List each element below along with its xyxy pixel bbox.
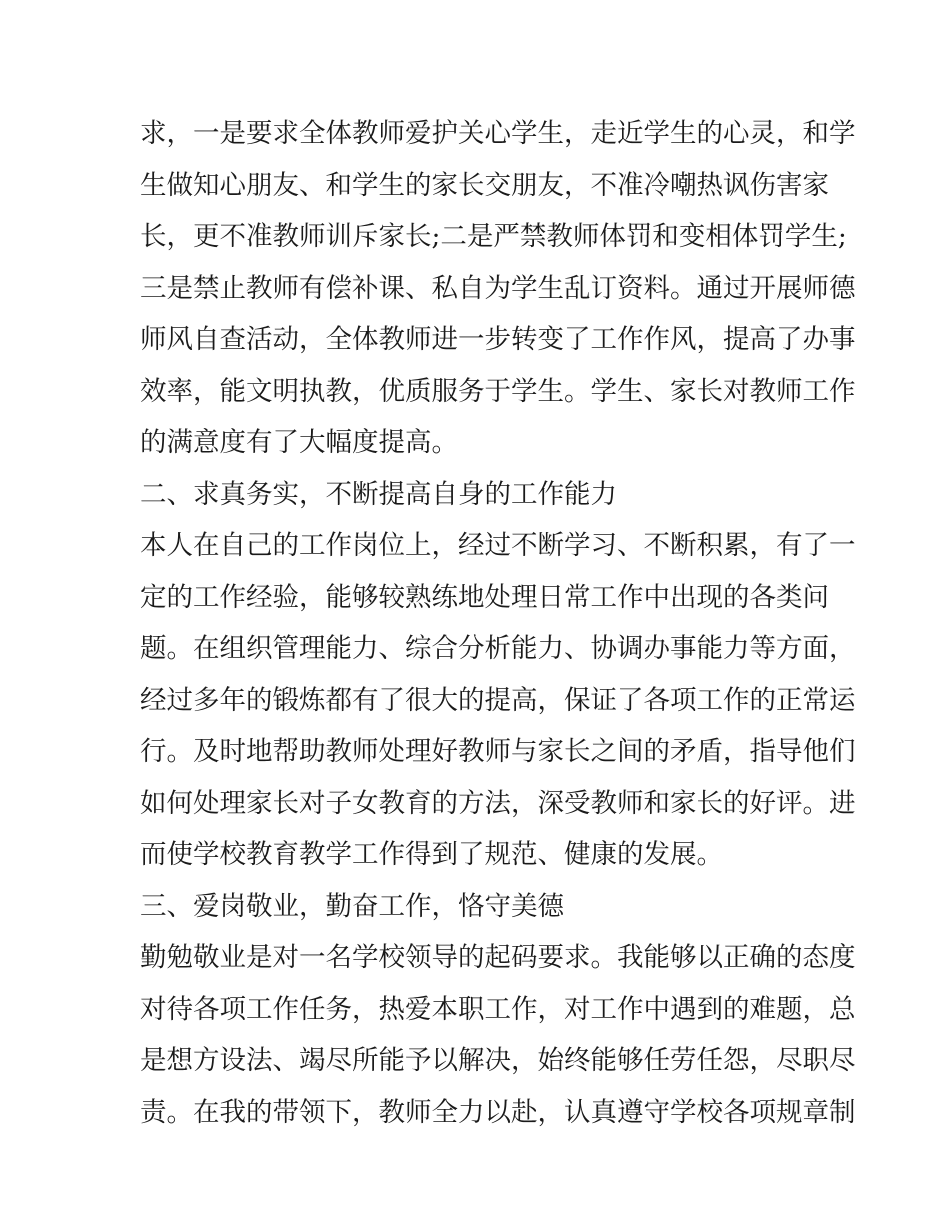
section-heading-3: 三、爱岗敬业，勤奋工作，恪守美德 <box>140 890 564 922</box>
text-line: 效率，能文明执教，优质服务于学生。学生、家长对教师工作 <box>140 375 856 407</box>
text-line: 勤勉敬业是对一名学校领导的起码要求。我能够以正确的态度 <box>140 942 856 973</box>
body-text <box>140 108 856 1138</box>
text-line: 的满意度有了大幅度提高。 <box>140 427 458 458</box>
text-line: 本人在自己的工作岗位上，经过不断学习、不断积累，有了一 <box>140 530 856 561</box>
text-line: 是想方设法、竭尽所能予以解决，始终能够任劳任怨，尽职尽 <box>140 1045 856 1076</box>
text-line: 三是禁止教师有偿补课、私自为学生乱订资料。通过开展师德 <box>140 272 856 304</box>
text-line: 师风自查活动，全体教师进一步转变了工作作风，提高了办事 <box>140 324 856 355</box>
text-line: 生做知心朋友、和学生的家长交朋友，不准冷嘲热讽伤害家 <box>140 169 829 201</box>
text-line: 经过多年的锻炼都有了很大的提高，保证了各项工作的正常运 <box>140 684 856 716</box>
text-line: 而使学校教育教学工作得到了规范、健康的发展。 <box>140 839 723 870</box>
text-line: 行。及时地帮助教师处理好教师与家长之间的矛盾，指导他们 <box>140 736 856 767</box>
text-line: 对待各项工作任务，热爱本职工作，对工作中遇到的难题，总 <box>140 993 856 1025</box>
text-line: 求，一是要求全体教师爱护关心学生，走近学生的心灵，和学 <box>140 118 856 149</box>
text-line: 长，更不准教师训斥家长;二是严禁教师体罚和变相体罚学生; <box>140 221 847 252</box>
text-line: 如何处理家长对子女教育的方法，深受教师和家长的好评。进 <box>140 787 856 819</box>
text-line: 题。在组织管理能力、综合分析能力、协调办事能力等方面， <box>140 633 856 664</box>
text-line: 责。在我的带领下，教师全力以赴，认真遵守学校各项规章制 <box>140 1096 856 1128</box>
text-line: 定的工作经验，能够较熟练地处理日常工作中出现的各类问 <box>140 581 829 613</box>
section-heading-2: 二、求真务实，不断提高自身的工作能力 <box>140 478 617 510</box>
